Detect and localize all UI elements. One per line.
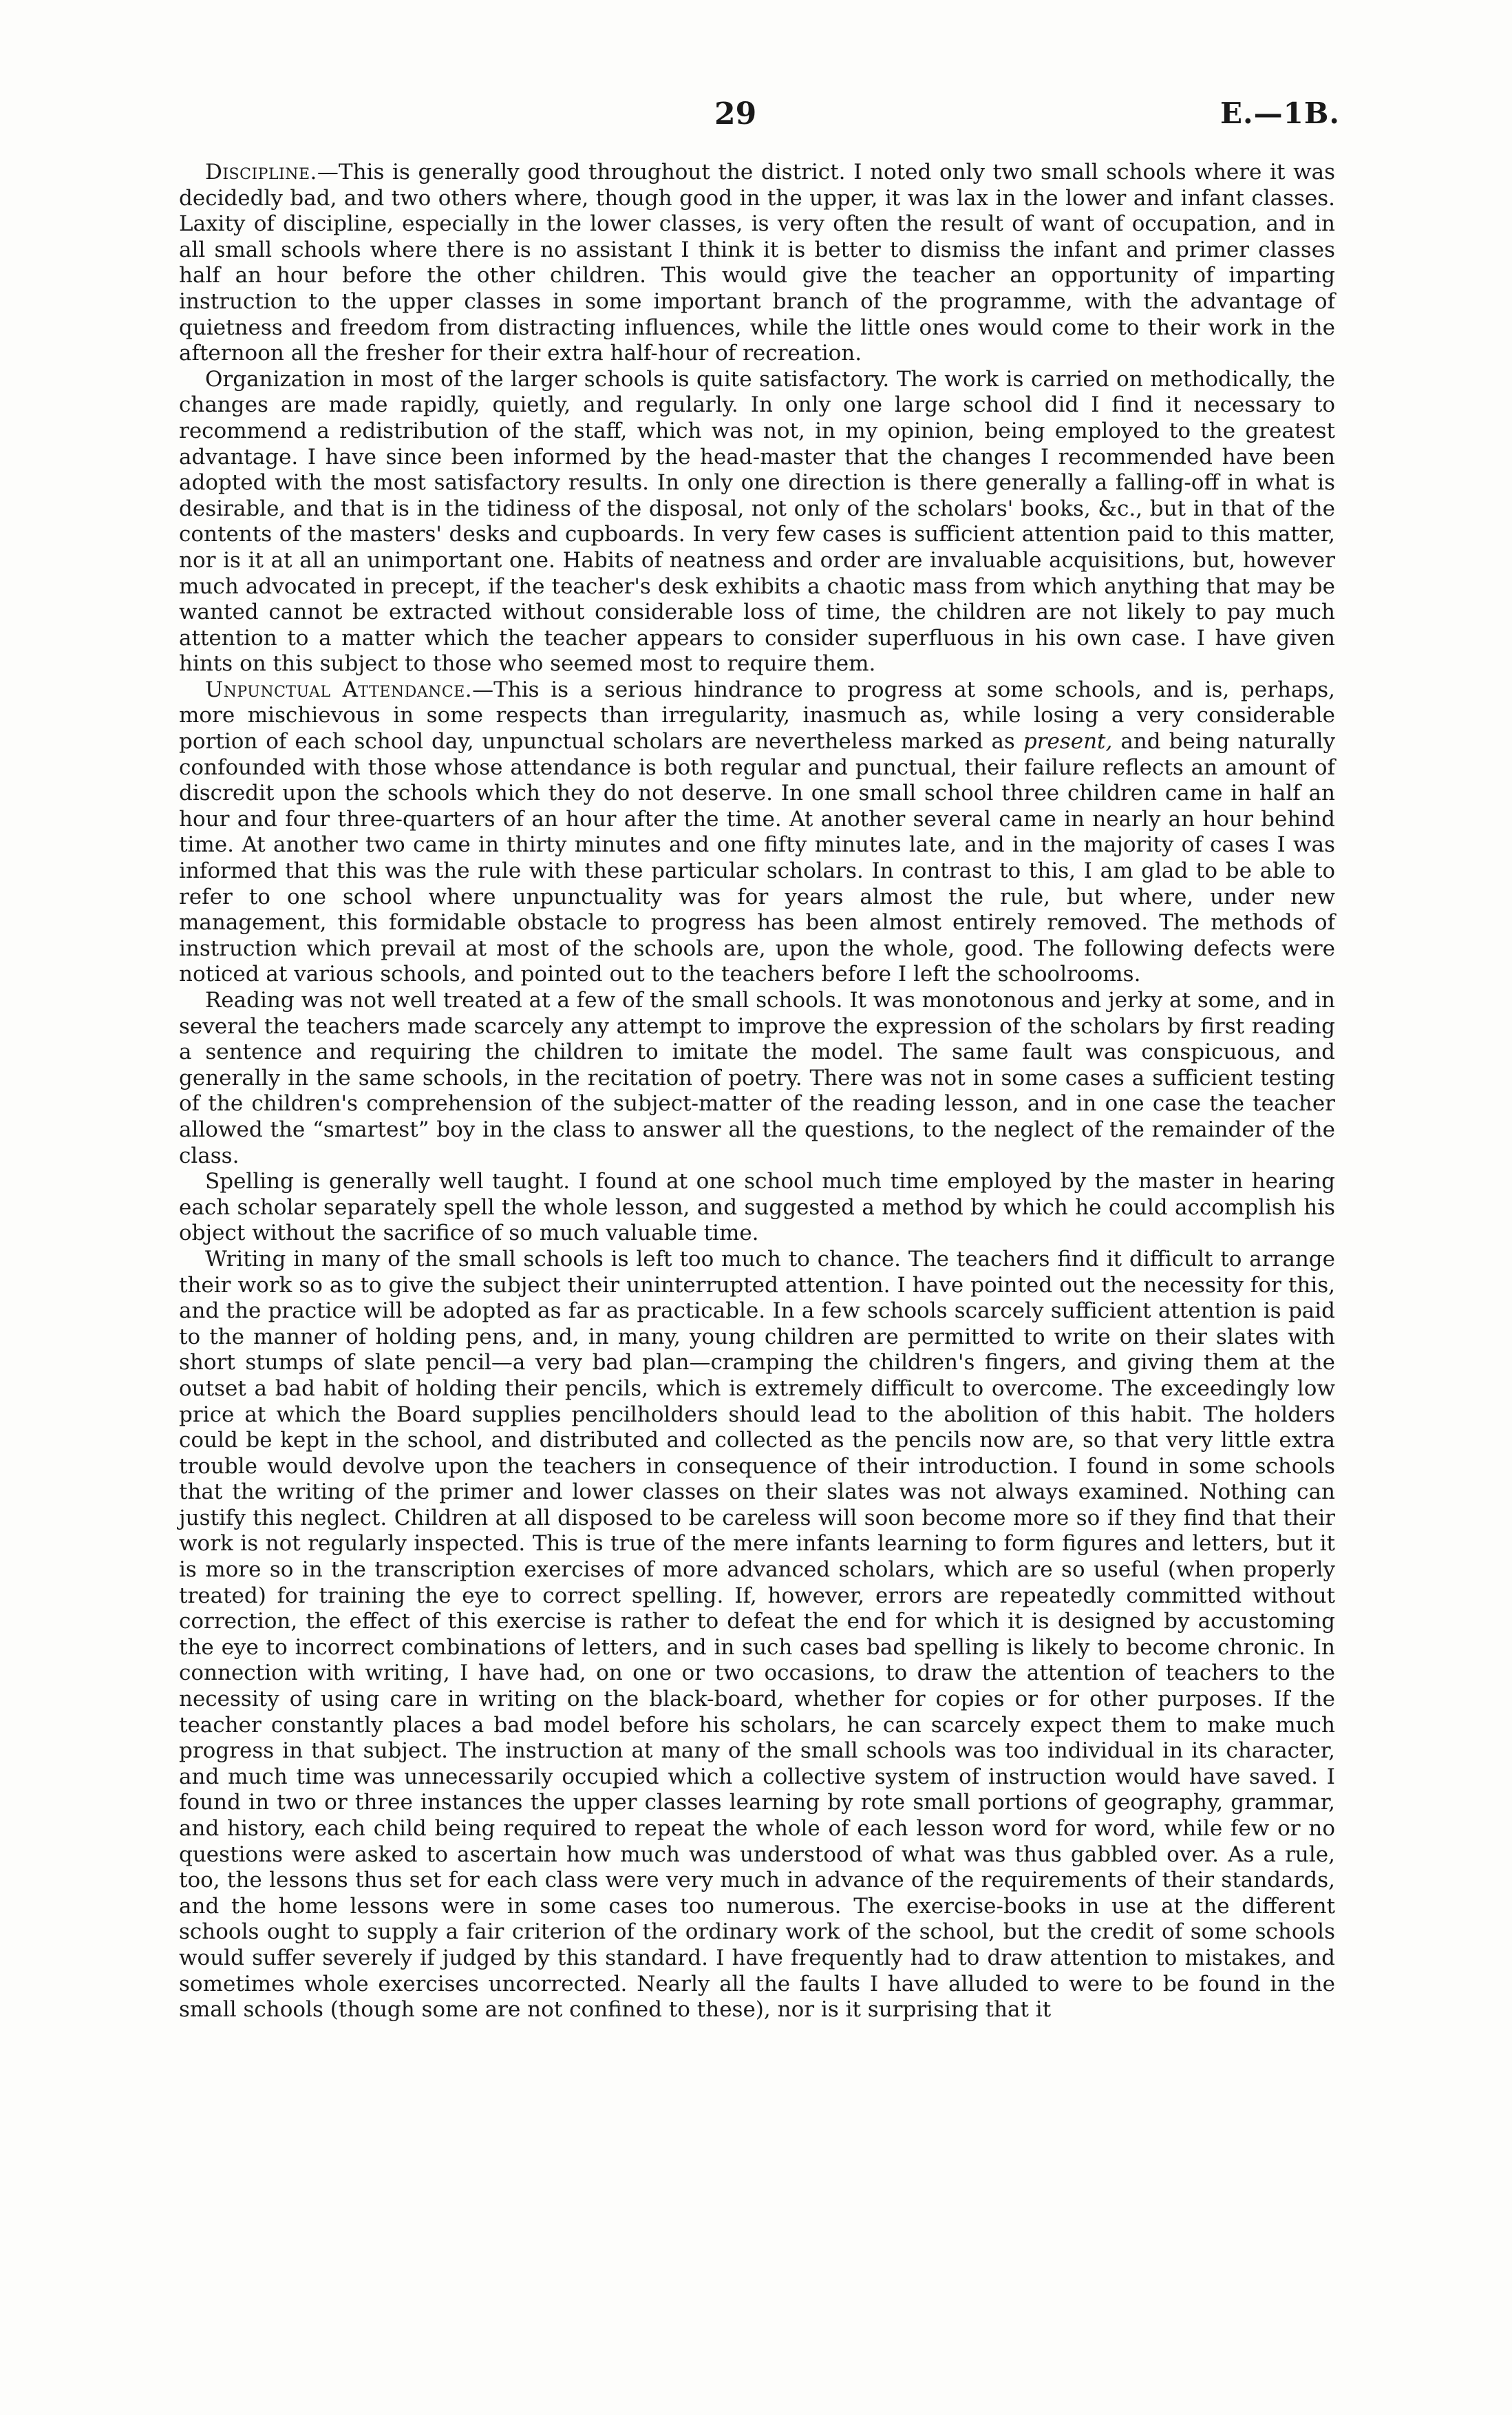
paragraph-reading	[179, 988, 1335, 1169]
paragraph-text: Writing in many of the small schools is left too much to chance. The teachers find it difficult to arrange their work so as to give the subject their uninterrupted attention. I have pointed out the necessity for this, and the practice will be adopted as far as practicable. In a few schools scarcely sufficient attention is paid to the manner of holding pens, and, in many, young children are permitted to write on their slates with short stumps of slate pencil—a very bad plan—cramping the children's fingers, and giving them at the outset a bad habit of holding their pencils, which is extremely difficult to overcome. The exceedingly low price at which the Board supplies pencilholders should lead to the abolition of this habit. The holders could be kept in the school, and distributed and collected as the pencils now are, so that very little extra trouble would devolve upon the teachers in consequence of their introduction. I found in some schools that the writing of the primer and lower classes on their slates was not always examined. Nothing can justify this neglect. Children at all disposed to be careless will soon become more so if they find that their work is not regularly inspected. This is true of the mere infants learning to form figures and letters, but it is more so in the transcription exercises of more advanced scholars, which are so useful (when properly treated) for training the eye to correct spelling. If, however, errors are repeatedly committed without correction, the effect of this exercise is rather to defeat the end for which it is designed by accustoming the eye to incorrect combinations of letters, and in such cases bad spelling is likely to become chronic. In connection with writing, I have had, on one or two occasions, to draw the attention of teachers to the necessity of using care in writing on the black-board, whether for copies or for other purposes. If the teacher constantly places a bad model before his scholars, he can scarcely expect them to make much progress in that subject. The instruction at many of the small schools was too individual in its character, and much time was unnecessarily occupied which a collective system of instruction would have saved. I found in two or three instances the upper classes learning by rote small portions of geography, grammar, and history, each child being required to repeat the whole of each lesson word for word, while few or no questions were asked to ascertain how much was understood of what was thus gabbled over. As a rule, too, the lessons thus set for each class were very much in advance of the requirements of their standards, and the home lessons were in some cases too numerous. The exercise-books in use at the different schools ought to supply a fair criterion of the ordinary work of the school, but the credit of some schools would suffer severely if judged by this standard. I have frequently had to draw attention to mistakes, and sometimes whole exercises uncorrected. Nearly all the faults I have alluded to were to be found in the small schools (though some are not confined to these), nor is it surprising that it	[179, 1246, 1335, 2023]
page-number: 29	[714, 96, 757, 131]
paragraph-writing	[179, 1247, 1335, 2023]
page-header	[0, 96, 1512, 138]
paragraph-text: Spelling is generally well taught. I found at one school much time employed by the master in hearing each scholar separately spell the whole lesson, and suggested a method by which he could accomplish his object without the sacrifice of so much valuable time.	[179, 1169, 1335, 1246]
italic-word: present,	[1023, 729, 1113, 755]
paragraph-unpunctual-attendance	[179, 677, 1335, 988]
paragraph-text-continued: and being naturally confounded with those whose attendance is both regular and punctual, their failure reflects an amount of discredit upon the schools which they do not deserve. In one small school three children came in half an hour and four three-quarters of an hour after the time. At another several came in nearly an hour behind time. At another two came in thirty minutes and one fifty minutes late, and in the majority of cases I was informed that this was the rule with these particular scholars. In contrast to this, I am glad to be able to refer to one school where unpunctuality was for years almost the rule, but where, under new management, this formidable obstacle to progress has been almost entirely removed. The methods of instruction which prevail at most of the schools are, upon the whole, good. The following defects were noticed at various schools, and pointed out to the teachers before I left the schoolrooms.	[179, 729, 1335, 987]
body-text	[179, 160, 1335, 2023]
paragraph-spelling	[179, 1169, 1335, 1247]
paragraph-discipline	[179, 160, 1335, 367]
document-code: E.—1B.	[1220, 96, 1340, 130]
section-heading: Discipline.	[205, 160, 317, 184]
paragraph-text: —This is a serious hindrance to progress at some schools, and is, perhaps, more mischievous in some respects than irregularity, inasmuch as, while losing a very considerable portion of each school day, unpunctual scholars are nevertheless marked as	[179, 677, 1335, 755]
section-heading: Unpunctual Attendance.	[205, 677, 473, 702]
paragraph-text: Organization in most of the larger schools is quite satisfactory. The work is carried on methodically, the changes are made rapidly, quietly, and regularly. In only one large school did I find it necessary to recommend a redistribution of the staff, which was not, in my opinion, being employed to the greatest advantage. I have since been informed by the head-master that the changes I recommended have been adopted with the most satisfactory results. In only one direction is there generally a falling-off in what is desirable, and that is in the tidiness of the disposal, not only of the scholars' books, &c., but in that of the contents of the masters' desks and cupboards. In very few cases is sufficient attention paid to this matter, nor is it at all an unimportant one. Habits of neatness and order are invaluable acquisitions, but, however much advocated in precept, if the teacher's desk exhibits a chaotic mass from which anything that may be wanted cannot be extracted without considerable loss of time, the children are not likely to pay much attention to a matter which the teacher appears to consider superfluous in his own case. I have given hints on this subject to those who seemed most to require them.	[179, 366, 1335, 677]
paragraph-organization	[179, 367, 1335, 677]
paragraph-text: —This is generally good throughout the district. I noted only two small schools where it was decidedly bad, and two others where, though good in the upper, it was lax in the lower and infant classes. Laxity of discipline, especially in the lower classes, is very often the result of want of occupation, and in all small schools where there is no assistant I think it is better to dismiss the infant and primer classes half an hour before the other children. This would give the teacher an opportunity of imparting instruction to the upper classes in some important branch of the programme, with the advantage of quietness and freedom from distracting influences, while the little ones would come to their work in the afternoon all the fresher for their extra half-hour of recreation.	[179, 160, 1335, 366]
paragraph-text: Reading was not well treated at a few of the small schools. It was monotonous and jerky at some, and in several the teachers made scarcely any attempt to improve the expression of the scholars by first reading a sentence and requiring the children to imitate the model. The same fault was conspicuous, and generally in the same schools, in the recitation of poetry. There was not in some cases a sufficient testing of the children's comprehension of the subject-matter of the reading lesson, and in one case the teacher allowed the “smartest” boy in the class to answer all the questions, to the neglect of the remainder of the class.	[179, 988, 1335, 1168]
